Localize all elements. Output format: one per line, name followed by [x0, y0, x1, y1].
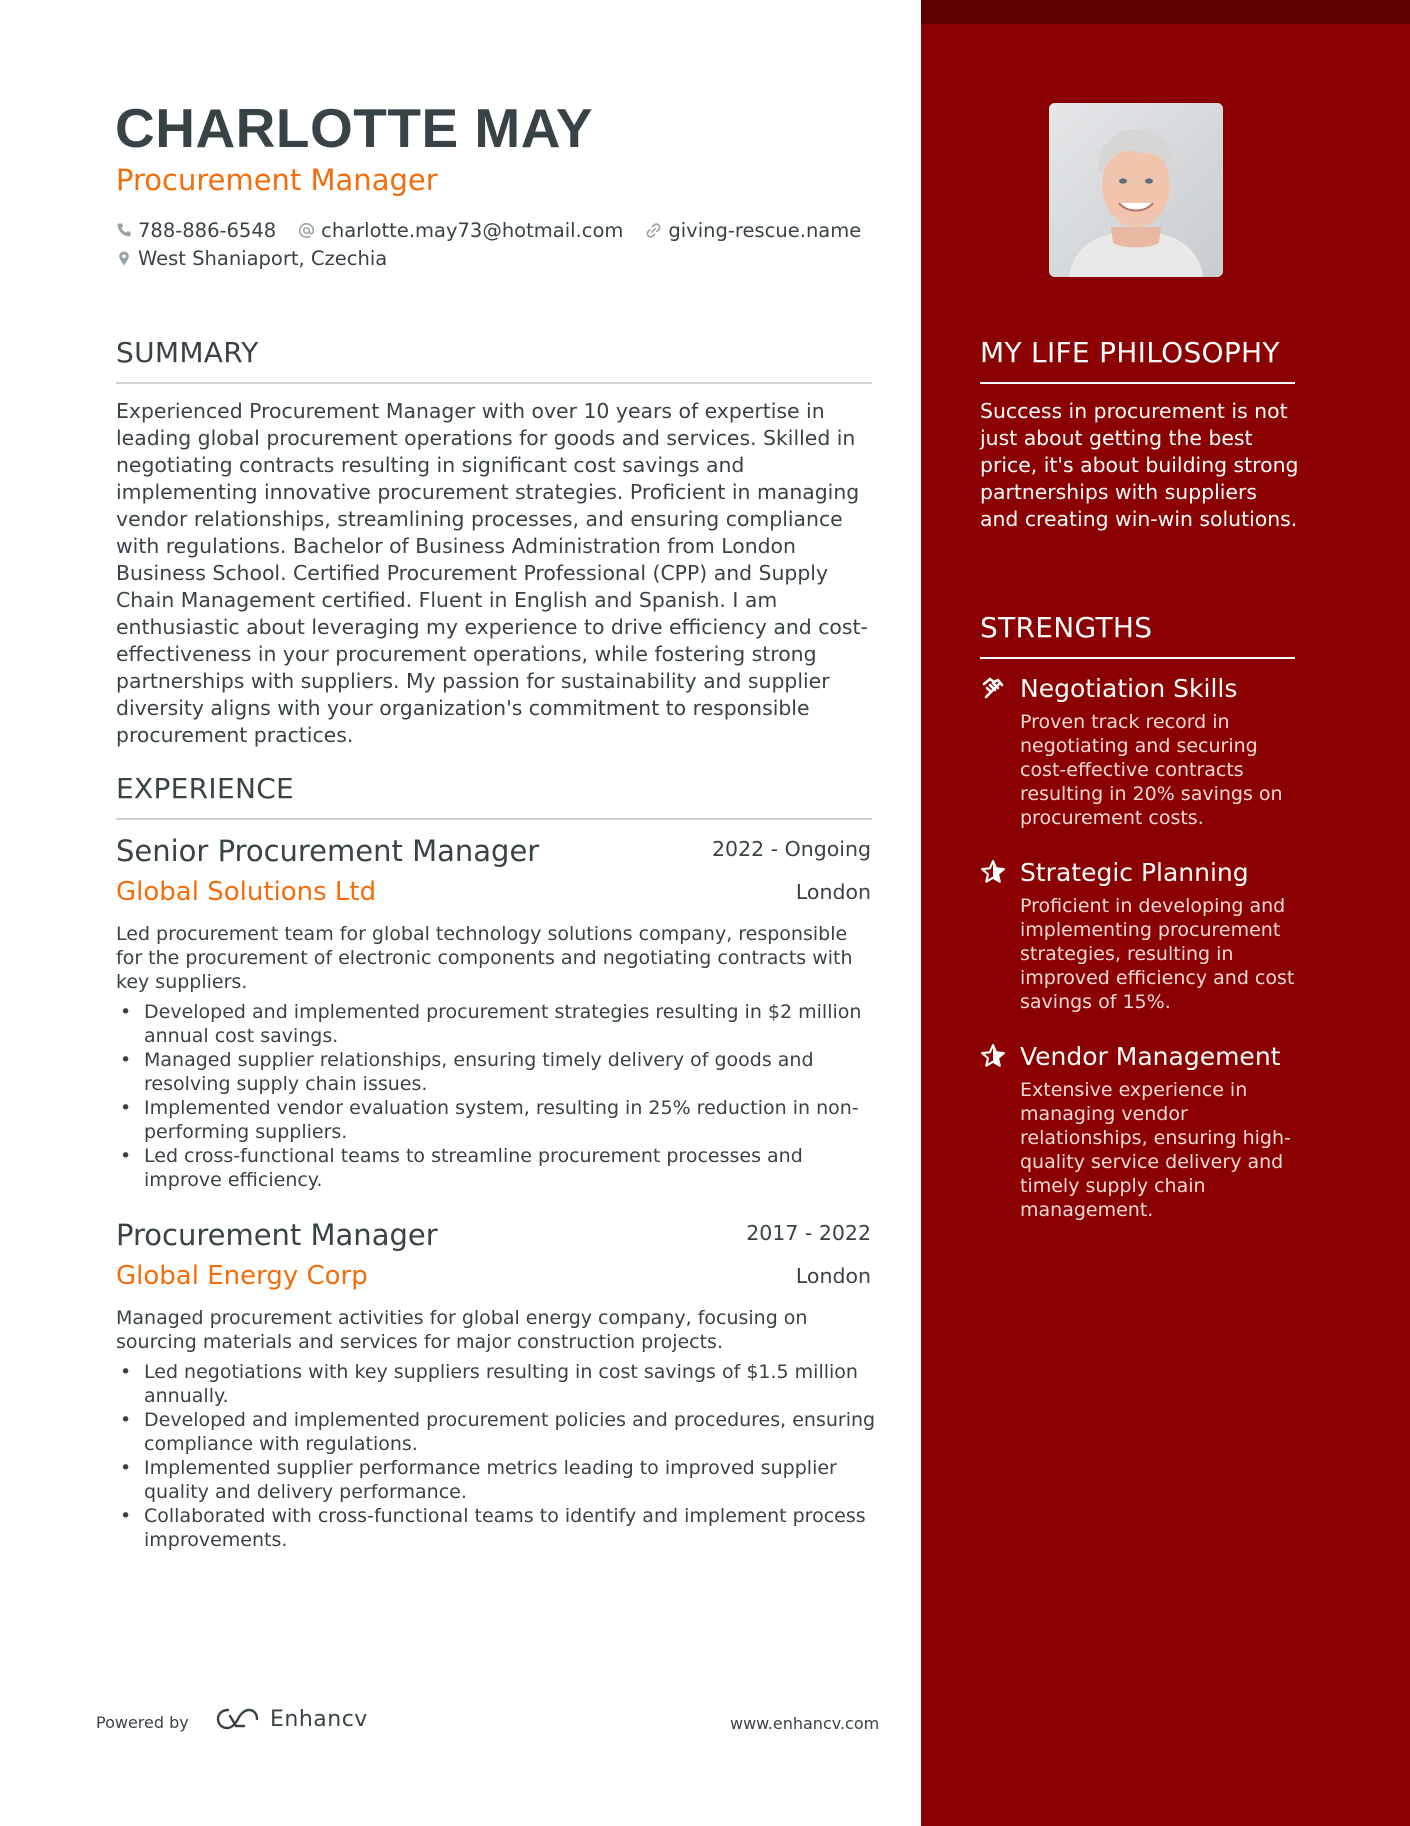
job-bullet: • Developed and implemented procurement policies and procedures, ensuring compliance with regulations. [116, 1408, 876, 1456]
contact-website[interactable] [645, 219, 861, 242]
philosophy-title: MY LIFE PHILOSOPHY [980, 336, 1280, 369]
strength-description: Extensive experience in managing vendor relationships, ensuring high-quality service delivery and timely supply chain management. [1020, 1079, 1291, 1221]
job-description: Led procurement team for global technology solutions company, responsible for the procurement of electronic components and negotiating contracts with key suppliers. [116, 923, 853, 993]
enhancv-logo[interactable] [214, 1706, 368, 1732]
philosophy-divider [980, 382, 1295, 384]
job-bullet: • Implemented supplier performance metrics leading to improved supplier quality and delivery performance. [116, 1456, 876, 1504]
candidate-role: Procurement Manager [116, 163, 438, 197]
job-bullets [116, 1360, 876, 1552]
job-title: Senior Procurement Manager [116, 834, 540, 868]
contact-location [116, 247, 387, 270]
strengths-title: STRENGTHS [980, 611, 1153, 644]
at-icon [298, 222, 315, 239]
job-bullets [116, 1000, 876, 1192]
sidebar-top-bar [921, 0, 1410, 24]
strength-name: Negotiation Skills [1020, 673, 1238, 703]
job-location: London [795, 880, 871, 904]
link-icon [645, 222, 662, 239]
job-dates: 2017 - 2022 [746, 1221, 871, 1245]
phone-icon [116, 222, 132, 238]
email-text: charlotte.may73@hotmail.com [321, 218, 624, 242]
job-bullet: • Developed and implemented procurement strategies resulting in $2 million annual cost savings. [116, 1000, 876, 1048]
website-text: giving-rescue.name [668, 218, 862, 242]
job-location: London [795, 1264, 871, 1288]
location-text: West Shaniaport, Czechia [138, 246, 388, 270]
strength-item [980, 672, 1300, 830]
enhancv-logo-text: Enhancv [270, 1706, 368, 1732]
strength-name: Vendor Management [1020, 1041, 1281, 1071]
job-company: Global Solutions Ltd [116, 877, 377, 907]
philosophy-text: Success in procurement is not just about getting the best price, it's about building strong partnerships with suppliers and creating win-win solutions. [980, 399, 1299, 531]
handshake-icon [980, 675, 1006, 701]
profile-photo [1049, 103, 1223, 277]
summary-title: SUMMARY [116, 336, 259, 369]
job-company: Global Energy Corp [116, 1261, 368, 1291]
job-bullet: • Collaborated with cross-functional teams to identify and implement process improvements. [116, 1504, 876, 1552]
contact-email[interactable] [298, 219, 623, 242]
summary-text: Experienced Procurement Manager with over 10 years of expertise in leading global procurement operations for goods and services. Skilled in negotiating contracts resulting in significant cost savings and implementing innovative procurement strategies. Proficient in managing vendor relationships, streamlining processes, and ensuring compliance with regulations. Bachelor of Business Administration from London Business School. Certified Procurement Professional (CPP) and Supply Chain Management certified. Fluent in English and Spanish. I am enthusiastic about leveraging my experience to drive efficiency and cost-effectiveness in your procurement operations, while fostering strong partnerships with suppliers. My passion for sustainability and supplier diversity aligns with your organization's commitment to responsible procurement practices. [116, 399, 868, 747]
star-icon [980, 1043, 1006, 1069]
job-dates: 2022 - Ongoing [712, 837, 871, 861]
footer-url[interactable]: www.enhancv.com [730, 1714, 880, 1733]
strength-description: Proven track record in negotiating and securing cost-effective contracts resulting in 20% savings on procurement costs. [1020, 711, 1283, 829]
enhancv-logo-icon [214, 1706, 260, 1732]
phone-text: 788-886-6548 [138, 218, 277, 242]
experience-title: EXPERIENCE [116, 772, 295, 805]
footer-powered-by: Powered by [96, 1713, 189, 1732]
profile-photo-image [1049, 103, 1223, 277]
star-icon [980, 859, 1006, 885]
location-pin-icon [116, 250, 132, 267]
summary-divider [116, 382, 872, 384]
job-bullet: • Implemented vendor evaluation system, resulting in 25% reduction in non-performing suppliers. [116, 1096, 876, 1144]
strengths-divider [980, 657, 1295, 659]
candidate-name: CHARLOTTE MAY [115, 97, 594, 159]
strength-item [980, 1040, 1300, 1222]
job-description: Managed procurement activities for global energy company, focusing on sourcing materials and services for major construction projects. [116, 1307, 808, 1353]
job-title: Procurement Manager [116, 1218, 438, 1252]
job-bullet: • Managed supplier relationships, ensuring timely delivery of goods and resolving supply chain issues. [116, 1048, 876, 1096]
strength-item [980, 856, 1300, 1014]
experience-divider [116, 818, 872, 820]
job-bullet: • Led negotiations with key suppliers resulting in cost savings of $1.5 million annually. [116, 1360, 876, 1408]
strength-description: Proficient in developing and implementing procurement strategies, resulting in improved efficiency and cost savings of 15%. [1020, 895, 1295, 1013]
job-bullet: • Led cross-functional teams to streamline procurement processes and improve efficiency. [116, 1144, 876, 1192]
contact-info [116, 216, 896, 272]
contact-phone[interactable] [116, 219, 276, 242]
strength-name: Strategic Planning [1020, 857, 1249, 887]
